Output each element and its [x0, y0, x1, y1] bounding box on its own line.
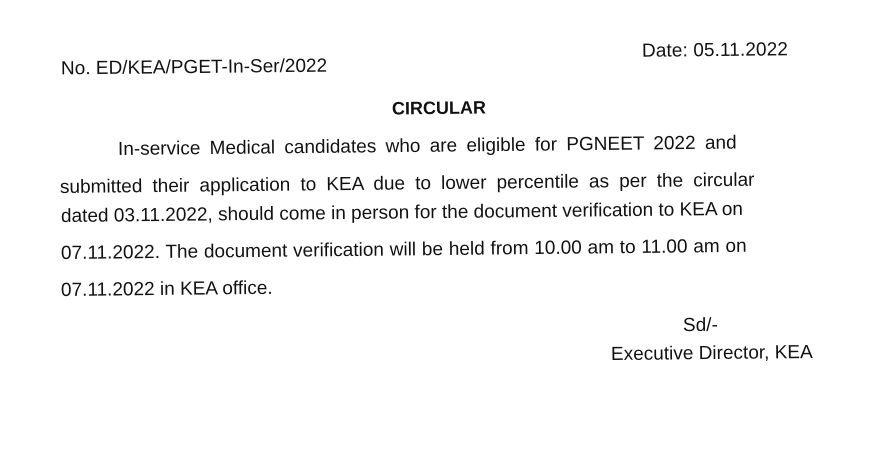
reference-number: No. ED/KEA/PGET-In-Ser/2022: [60, 55, 328, 80]
body-line-3: dated 03.11.2022, should come in person for the document verification to KEA on: [60, 198, 744, 227]
body-line-4: 07.11.2022. The document verification will be held from 10.00 am to 11.00 am on: [60, 235, 747, 264]
body-line-2: submitted their application to KEA due to lower percentile as per the circular: [59, 169, 755, 198]
body-line-5: 07.11.2022 in KEA office.: [60, 277, 273, 301]
signature-mark: Sd/-: [682, 314, 718, 337]
date-line: Date: 05.11.2022: [641, 39, 789, 62]
body-line-1: In-service Medical candidates who are eligible for PGNEET 2022 and: [117, 132, 737, 160]
signatory-title: Executive Director, KEA: [610, 341, 813, 366]
circular-heading: CIRCULAR: [391, 97, 487, 119]
